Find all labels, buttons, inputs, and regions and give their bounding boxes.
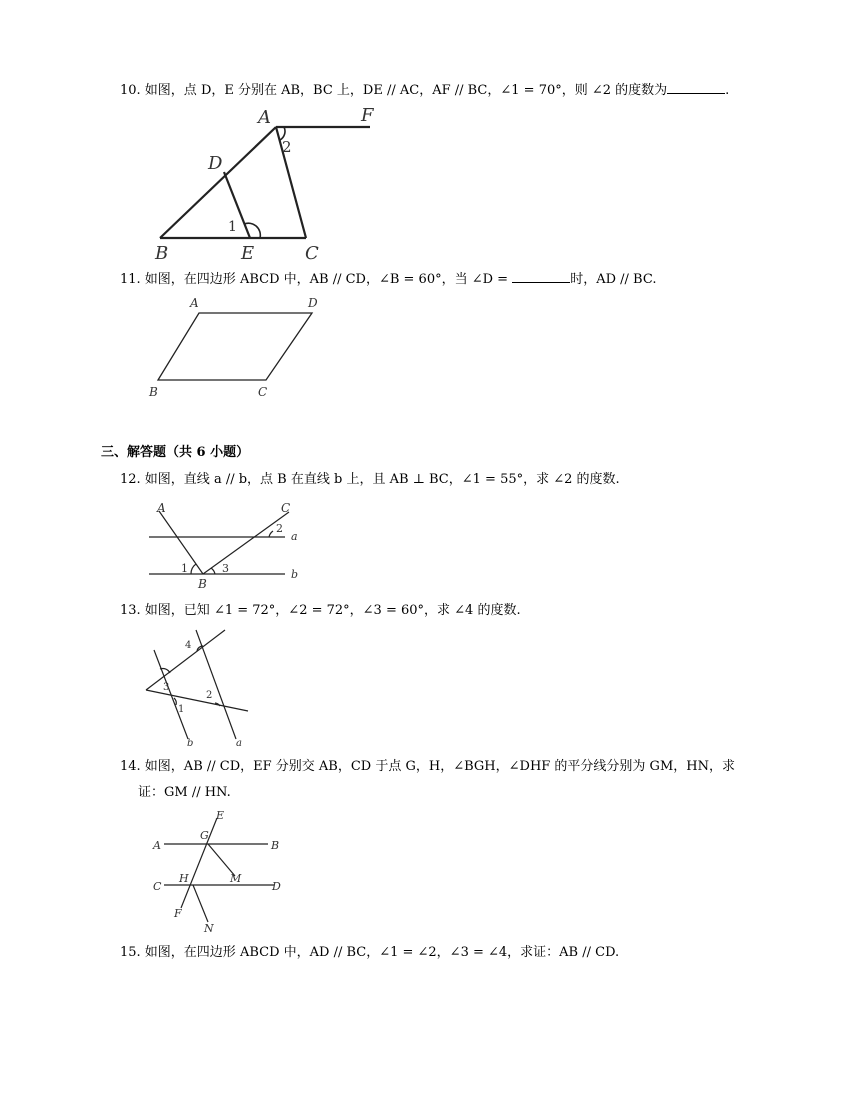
question-11-text: 11. 如图，在四边形 ABCD 中，AB // CD，∠B = 60°，当 ∠D = bbox=[120, 272, 509, 287]
fig12-label-a: a bbox=[291, 530, 298, 543]
answer-blank-10[interactable] bbox=[667, 80, 725, 94]
figure-11 bbox=[145, 293, 325, 403]
fig14-label-G: G bbox=[200, 829, 209, 842]
fig14-label-B: B bbox=[271, 839, 280, 852]
question-10-text: 10. 如图，点 D，E 分别在 AB，BC 上，DE // AC，AF // BC，∠1 = 70°，则 ∠2 的度数为 bbox=[120, 83, 668, 98]
fig14-label-N: N bbox=[204, 922, 214, 935]
fig10-label-C: C bbox=[305, 243, 319, 264]
fig12-angle-1: 1 bbox=[181, 562, 188, 575]
fig12-label-b: b bbox=[291, 568, 299, 581]
fig14-label-C: C bbox=[153, 880, 162, 893]
fig14-label-H: H bbox=[179, 872, 189, 885]
question-10: 10. 如图，点 D，E 分别在 AB，BC 上，DE // AC，AF // BC，∠1 = 70°，则 ∠2 的度数为 . bbox=[120, 78, 770, 104]
question-13: 13. 如图，已知 ∠1 = 72°，∠2 = 72°，∠3 = 60°，求 ∠4 的度数. bbox=[120, 603, 521, 618]
fig10-label-D: D bbox=[208, 153, 223, 174]
fig10-label-B: B bbox=[155, 243, 169, 264]
fig11-label-B: B bbox=[149, 385, 158, 399]
question-14 bbox=[120, 754, 770, 806]
question-12: 12. 如图，直线 a // b，点 B 在直线 b 上，且 AB ⊥ BC，∠1 = 55°，求 ∠2 的度数. bbox=[120, 472, 620, 487]
fig13-label-a: a bbox=[236, 738, 242, 749]
fig11-label-C: C bbox=[258, 385, 268, 399]
fig14-label-A: A bbox=[153, 839, 161, 852]
fig14-label-M: M bbox=[230, 872, 242, 885]
fig10-label-F: F bbox=[361, 105, 374, 126]
fig14-label-E: E bbox=[216, 809, 225, 822]
fig13-angle-4: 4 bbox=[185, 640, 192, 651]
fig12-angle-3: 3 bbox=[222, 562, 229, 575]
section-title: 三、解答题（共 6 小题） bbox=[101, 445, 250, 460]
fig12-label-B: B bbox=[198, 577, 207, 591]
fig14-label-D: D bbox=[272, 880, 281, 893]
figure-12 bbox=[145, 500, 315, 595]
figure-14 bbox=[150, 806, 295, 938]
fig13-angle-2: 2 bbox=[206, 690, 213, 701]
figure-10 bbox=[150, 105, 390, 265]
fig13-angle-3: 3 bbox=[163, 682, 170, 693]
answer-blank-11[interactable] bbox=[512, 269, 570, 283]
fig12-label-C: C bbox=[281, 501, 291, 515]
fig10-angle-1: 1 bbox=[228, 219, 237, 235]
fig12-angle-2: 2 bbox=[276, 522, 283, 535]
fig13-angle-1: 1 bbox=[178, 704, 185, 715]
fig10-angle-2: 2 bbox=[282, 138, 292, 156]
question-11: 11. 如图，在四边形 ABCD 中，AB // CD，∠B = 60°，当 ∠D = 时，AD // BC. bbox=[120, 267, 770, 293]
fig12-label-A: A bbox=[157, 501, 166, 515]
figure-13 bbox=[140, 624, 255, 750]
question-14-line-1: 14. 如图，AB // CD，EF 分别交 AB，CD 于点 G，H，∠BGH，∠DHF 的平分线分别为 GM，HN，求 bbox=[120, 759, 735, 774]
fig10-label-A: A bbox=[258, 107, 271, 128]
question-14-line-2: 证：GM // HN. bbox=[138, 785, 231, 800]
fig14-label-F: F bbox=[174, 907, 182, 920]
fig13-label-b: b bbox=[187, 738, 194, 749]
question-15: 15. 如图，在四边形 ABCD 中，AD // BC，∠1 = ∠2，∠3 = ∠4，求证：AB // CD. bbox=[120, 945, 620, 960]
fig10-label-E: E bbox=[241, 243, 255, 264]
fig11-label-D: D bbox=[308, 296, 318, 310]
fig11-label-A: A bbox=[190, 296, 199, 310]
